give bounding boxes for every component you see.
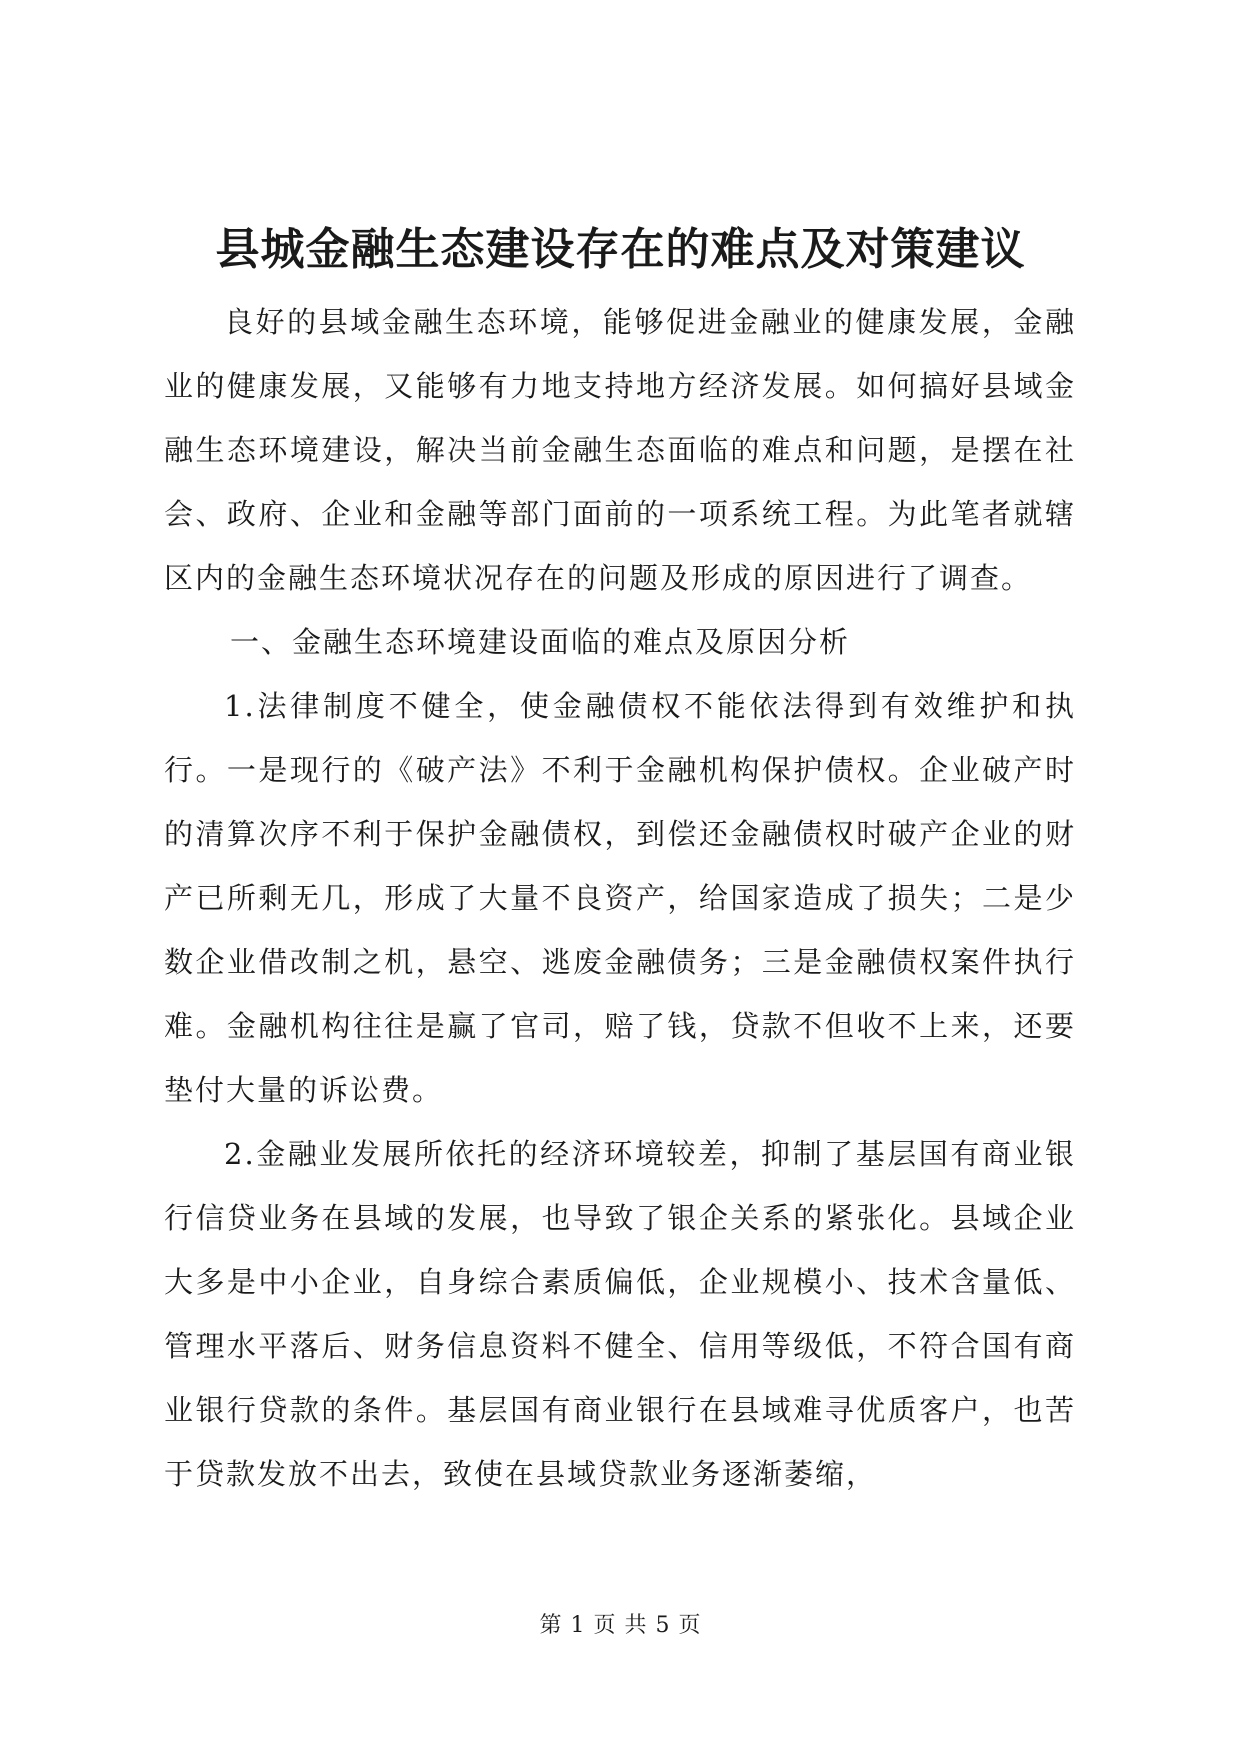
intro-paragraph: 良好的县域金融生态环境，能够促进金融业的健康发展，金融业的健康发展，又能够有力地支持地方经济发展。如何搞好县域金融生态环境建设，解决当前金融生态面临的难点和问题，是摆在社会、政府、企业和金融等部门面前的一项系统工程。为此笔者就辖区内的金融生态环境状况存在的问题及形成的原因进行了调查。 — [164, 305, 1076, 595]
section-heading: 一、金融生态环境建设面临的难点及原因分析 — [230, 625, 851, 659]
body-paragraph: 1.法律制度不健全，使金融债权不能依法得到有效维护和执行。一是现行的《破产法》不利于金融机构保护债权。企业破产时的清算次序不利于保护金融债权，到偿还金融债权时破产企业的财产已所剩无几，形成了大量不良资产，给国家造成了损失；二是少数企业借改制之机，悬空、逃废金融债务；三是金融债权案件执行难。金融机构往往是赢了官司，赔了钱，贷款不但收不上来，还要垫付大量的诉讼费。 — [164, 689, 1076, 1107]
document-title: 县城金融生态建设存在的难点及对策建议 — [215, 224, 1026, 275]
body-paragraph: 2.金融业发展所依托的经济环境较差，抑制了基层国有商业银行信贷业务在县域的发展，也导致了银企关系的紧张化。县域企业大多是中小企业，自身综合素质偏低，企业规模小、技术含量低、管理水平落后、财务信息资料不健全、信用等级低，不符合国有商业银行贷款的条件。基层国有商业银行在县域难寻优质客户，也苦于贷款发放不出去，致使在县域贷款业务逐渐萎缩， — [164, 1137, 1076, 1491]
page-number-footer: 第 1 页 共 5 页 — [539, 1613, 702, 1638]
document-body — [164, 290, 1076, 1506]
